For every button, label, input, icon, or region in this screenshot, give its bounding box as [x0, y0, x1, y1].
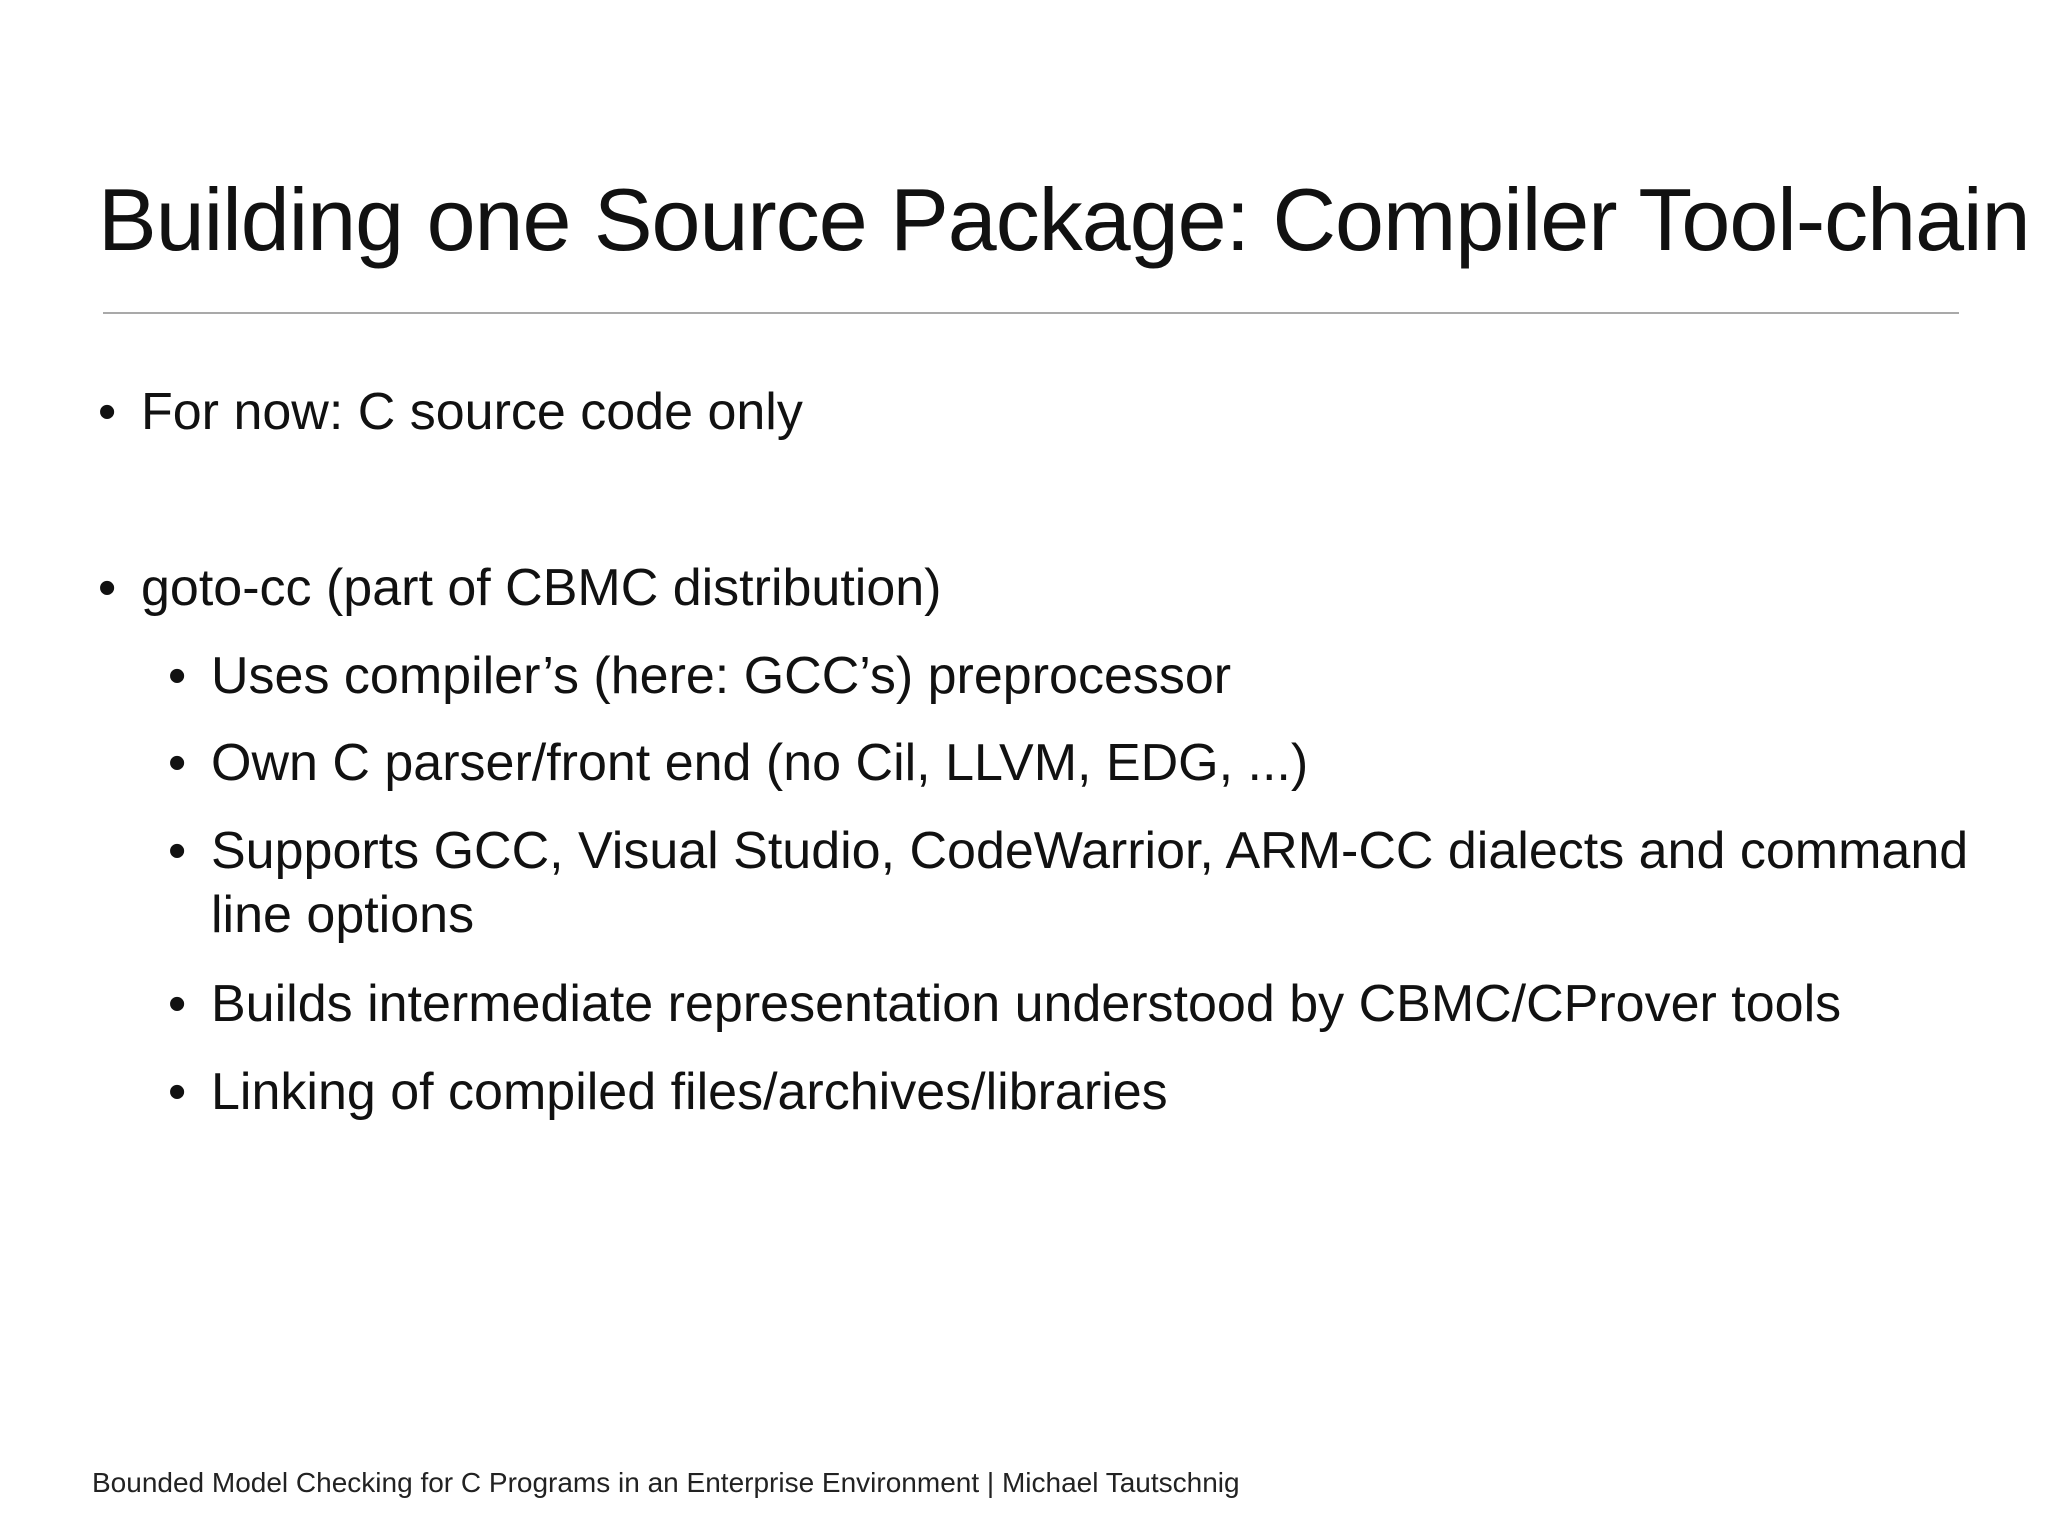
bullet-dot-icon: •: [168, 1063, 187, 1121]
bullet-dot-icon: •: [168, 975, 187, 1033]
bullet-text: For now: C source code only: [141, 383, 803, 441]
title-divider: [103, 312, 1959, 314]
bullet-dot-icon: •: [98, 383, 117, 441]
bullet-text-continuation: line options: [211, 886, 475, 944]
bullet-text: goto-cc (part of CBMC distribution): [141, 559, 942, 617]
slide-title: Building one Source Package: Compiler Tool-chain: [98, 170, 2030, 269]
bullet-text: Linking of compiled files/archives/libraries: [211, 1063, 1168, 1121]
bullet-dot-icon: •: [168, 647, 187, 705]
bullet-text: Uses compiler’s (here: GCC’s) preprocessor: [211, 647, 1232, 705]
bullet-dot-icon: •: [168, 734, 187, 792]
bullet-text: Builds intermediate representation understood by CBMC/CProver tools: [211, 975, 1842, 1033]
bullet-dot-icon: •: [168, 822, 187, 880]
bullet-text: Supports GCC, Visual Studio, CodeWarrior, ARM-CC dialects and command: [211, 822, 1969, 880]
slide-footer: Bounded Model Checking for C Programs in an Enterprise Environment | Michael Tautschnig: [92, 1467, 1240, 1498]
bullet-dot-icon: •: [98, 559, 117, 617]
bullet-text: Own C parser/front end (no Cil, LLVM, EDG, ...): [211, 734, 1309, 792]
